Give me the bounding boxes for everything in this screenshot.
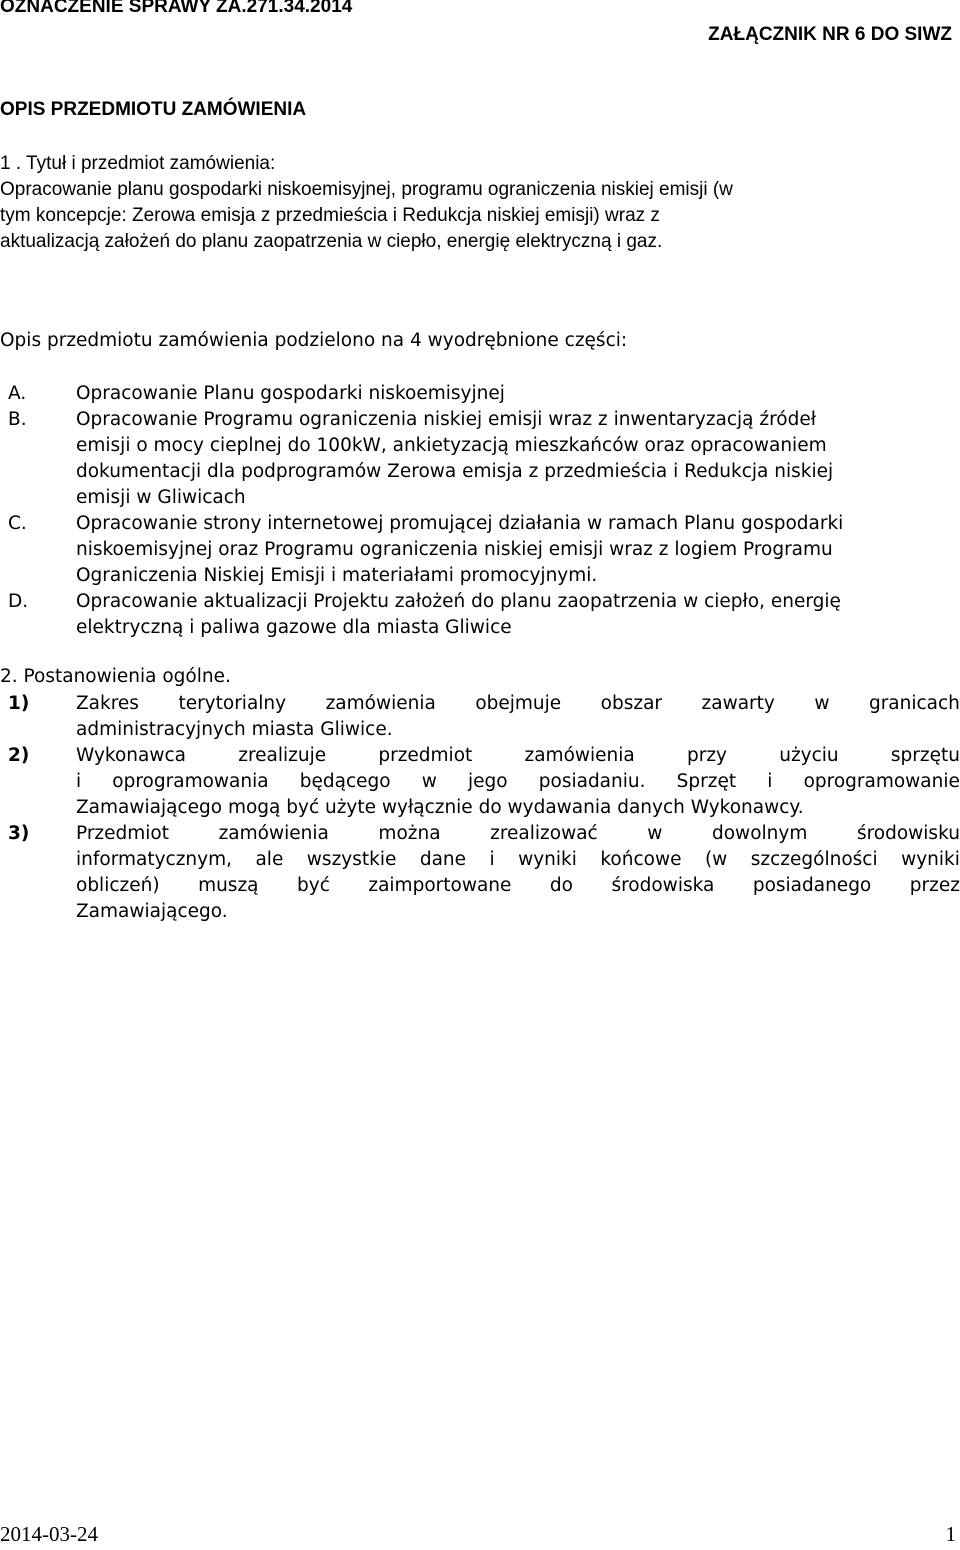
list-item — [0, 589, 960, 641]
list-marker: 2) — [8, 745, 30, 766]
word: posiadaniu. — [538, 771, 646, 792]
word: zrealizuje — [238, 745, 327, 766]
word: Wykonawca — [76, 745, 186, 766]
list-item — [0, 691, 960, 743]
section-2-list — [0, 691, 960, 925]
list-item-text — [76, 821, 960, 847]
list-marker: A. — [8, 383, 27, 404]
list-item-text: Opracowanie Planu gospodarki niskoemisyjnej — [76, 383, 505, 404]
footer-date: 2014-03-24 — [0, 1522, 98, 1546]
section-1-line: Opracowanie planu gospodarki niskoemisyjnej, programu ograniczenia niskiej emisji (w — [0, 179, 733, 200]
word: w — [814, 693, 830, 714]
word: środowisku — [856, 823, 960, 844]
list-item — [0, 407, 960, 511]
list-item-text: Opracowanie Programu ograniczenia niskiej emisji wraz z inwentaryzacją źródeł — [76, 409, 816, 430]
word: oprogramowania — [112, 771, 269, 792]
parts-list — [0, 381, 960, 641]
list-item — [0, 381, 960, 407]
word: i — [489, 849, 495, 870]
word: posiadanego — [752, 875, 872, 896]
list-marker: C. — [8, 513, 27, 534]
word: wszystkie — [306, 849, 397, 870]
page-number: 1 — [945, 1522, 956, 1546]
list-item — [0, 743, 960, 821]
document-title: OPIS PRZEDMIOTU ZAMÓWIENIA — [0, 99, 307, 120]
word: Przedmiot — [76, 823, 170, 844]
list-marker: B. — [8, 409, 27, 430]
list-item-text: Zamawiającego. — [76, 901, 228, 922]
list-item-text — [76, 847, 960, 873]
section-2-heading: 2. Postanowienia ogólne. — [0, 666, 231, 687]
word: obszar — [600, 693, 663, 714]
word: oprogramowanie — [803, 771, 960, 792]
section-1-line: aktualizacją założeń do planu zaopatrzenia w ciepło, energię elektryczną i gaz. — [0, 231, 663, 252]
list-item-text — [76, 691, 960, 717]
word: wyniki — [901, 849, 960, 870]
word: obejmuje — [475, 693, 562, 714]
word: sprzętu — [890, 745, 960, 766]
word: (w — [704, 849, 728, 870]
list-item-text: administracyjnych miasta Gliwice. — [76, 719, 393, 740]
word: obliczeń) — [76, 875, 160, 896]
word: muszą — [198, 875, 259, 896]
list-item-text: Opracowanie strony internetowej promującej działania w ramach Planu gospodarki — [76, 513, 844, 534]
word: informatycznym, — [76, 849, 232, 870]
list-item-text — [76, 873, 960, 899]
word: środowiska — [611, 875, 715, 896]
word: zrealizować — [490, 823, 598, 844]
word: dowolnym — [712, 823, 808, 844]
word: użyciu — [779, 745, 839, 766]
word: można — [378, 823, 441, 844]
word: przedmiot — [378, 745, 473, 766]
word: Sprzęt — [676, 771, 737, 792]
word: w — [647, 823, 663, 844]
word: zamówienia — [325, 693, 436, 714]
annex-label: ZAŁĄCZNIK NR 6 DO SIWZ — [708, 24, 952, 45]
word: dane — [419, 849, 467, 870]
list-item-text — [76, 769, 960, 795]
list-marker: 3) — [8, 823, 30, 844]
word: przez — [909, 875, 960, 896]
word: będącego — [299, 771, 391, 792]
word: końcowe — [600, 849, 682, 870]
list-item — [0, 821, 960, 925]
word: zaimportowane — [368, 875, 512, 896]
list-item-text: emisji o mocy cieplnej do 100kW, ankietyzacją mieszkańców oraz opracowaniem — [76, 435, 827, 456]
list-item-text — [76, 743, 960, 769]
word: szczególności — [750, 849, 878, 870]
list-item-text: dokumentacji dla podprogramów Zerowa emisja z przedmieścia i Redukcja niskiej — [76, 461, 834, 482]
word: Zakres — [76, 693, 139, 714]
word: zamówienia — [218, 823, 329, 844]
list-marker: 1) — [8, 693, 30, 714]
list-item-text: elektryczną i paliwa gazowe dla miasta Gliwice — [76, 617, 512, 638]
case-reference: OZNACZENIE SPRAWY ZA.271.34.2014 — [0, 0, 353, 17]
parts-intro: Opis przedmiotu zamówienia podzielono na 4 wyodrębnione części: — [0, 330, 628, 351]
list-item-text: niskoemisyjnej oraz Programu ograniczenia niskiej emisji wraz z logiem Programu — [76, 539, 833, 560]
section-1 — [0, 151, 960, 255]
section-1-line: tym koncepcje: Zerowa emisja z przedmieścia i Redukcja niskiej emisji) wraz z — [0, 205, 660, 226]
word: i — [767, 771, 773, 792]
word: zawarty — [701, 693, 775, 714]
list-item-text: Opracowanie aktualizacji Projektu założeń do planu zaopatrzenia w ciepło, energię — [76, 591, 841, 612]
word: terytorialny — [178, 693, 287, 714]
word: ale — [255, 849, 284, 870]
list-item — [0, 511, 960, 589]
word: jego — [468, 771, 508, 792]
word: przy — [686, 745, 727, 766]
list-marker: D. — [8, 591, 29, 612]
word: być — [297, 875, 330, 896]
word: wyniki — [518, 849, 577, 870]
word: do — [549, 875, 573, 896]
list-item-text: Ograniczenia Niskiej Emisji i materiałami promocyjnymi. — [76, 565, 598, 586]
word: granicach — [868, 693, 960, 714]
list-item-text: Zamawiającego mogą być użyte wyłącznie do wydawania danych Wykonawcy. — [76, 797, 804, 818]
list-item-text: emisji w Gliwicach — [76, 487, 246, 508]
word: i — [76, 771, 82, 792]
word: zamówienia — [524, 745, 635, 766]
section-1-heading: 1 . Tytuł i przedmiot zamówienia: — [0, 153, 276, 174]
word: w — [421, 771, 437, 792]
